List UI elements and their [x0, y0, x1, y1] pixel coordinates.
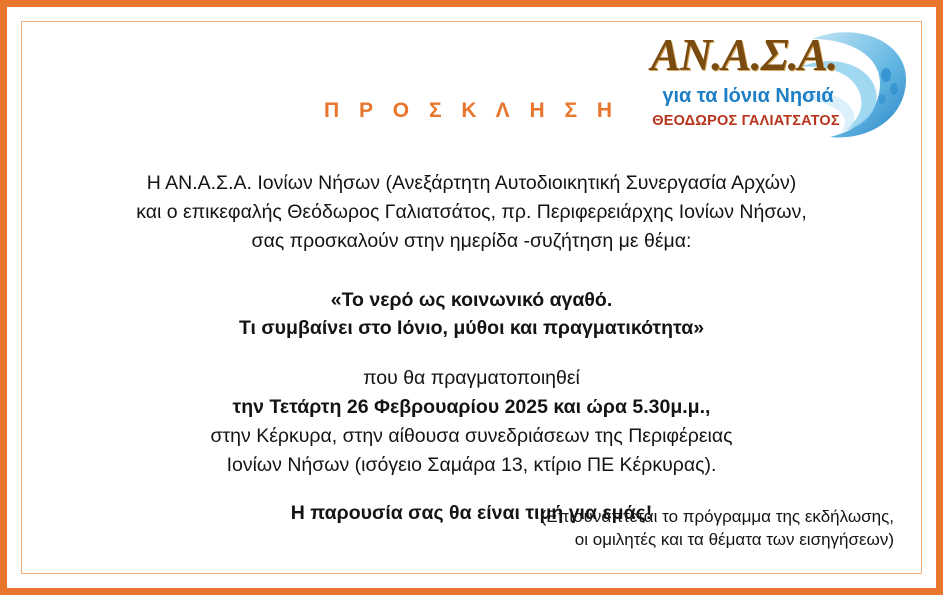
intro-line-3: σας προσκαλούν στην ημερίδα -συζήτηση με θέμα: — [251, 229, 692, 252]
intro-line-2: και ο επικεφαλής Θεόδωρος Γαλιατσάτος, πρ. Περιφερειάρχης Ιονίων Νήσων, — [136, 200, 807, 223]
presence-message: Η παρουσία σας θα είναι τιμή για εμάς! — [290, 501, 653, 524]
logo-main-text: ΑΝ.Α.Σ.Α. — [650, 30, 838, 80]
attachment-note-line-2: οι ομιλητές και τα θέματα των εισηγήσεων) — [574, 530, 894, 550]
event-place-line-1: στην Κέρκυρα, στην αίθουσα συνεδριάσεων της Περιφέρειας — [210, 424, 733, 447]
theme-line-2: Τι συμβαίνει στο Ιόνιο, μύθοι και πραγματικότητα» — [238, 316, 705, 339]
intro-line-1: Η ΑΝ.Α.Σ.Α. Ιονίων Νήσων (Ανεξάρτητη Αυτοδιοικητική Συνεργασία Αρχών) — [146, 172, 797, 194]
theme-line-1: «Το νερό ως κοινωνικό αγαθό. — [330, 288, 613, 311]
intro-paragraph — [7, 169, 936, 256]
event-details — [7, 364, 936, 479]
attachment-note — [541, 506, 894, 552]
event-theme — [7, 286, 936, 343]
event-datetime: την Τετάρτη 26 Φεβρουαρίου 2025 και ώρα 5.30μ.μ., — [232, 395, 711, 418]
attachment-note-line-1: (Επισυνάπτεται το πρόγραμμα της εκδήλωσης, — [540, 507, 894, 527]
page-title: Π Ρ Ο Σ Κ Λ Η Σ Η — [323, 99, 620, 122]
invitation-content — [7, 99, 936, 525]
event-lead-in: που θα πραγματοποιηθεί — [363, 367, 580, 390]
logo-person-name: ΘΕΟΔΩΡΟΣ ΓΑΛΙΑΤΣΑΤΟΣ — [652, 113, 840, 129]
event-place-line-2: Ιονίων Νήσων (ισόγειο Σαμάρα 13, κτίριο ΠΕ Κέρκυρας). — [226, 453, 717, 476]
logo-subtitle: για τα Ιόνια Νησιά — [662, 85, 834, 107]
